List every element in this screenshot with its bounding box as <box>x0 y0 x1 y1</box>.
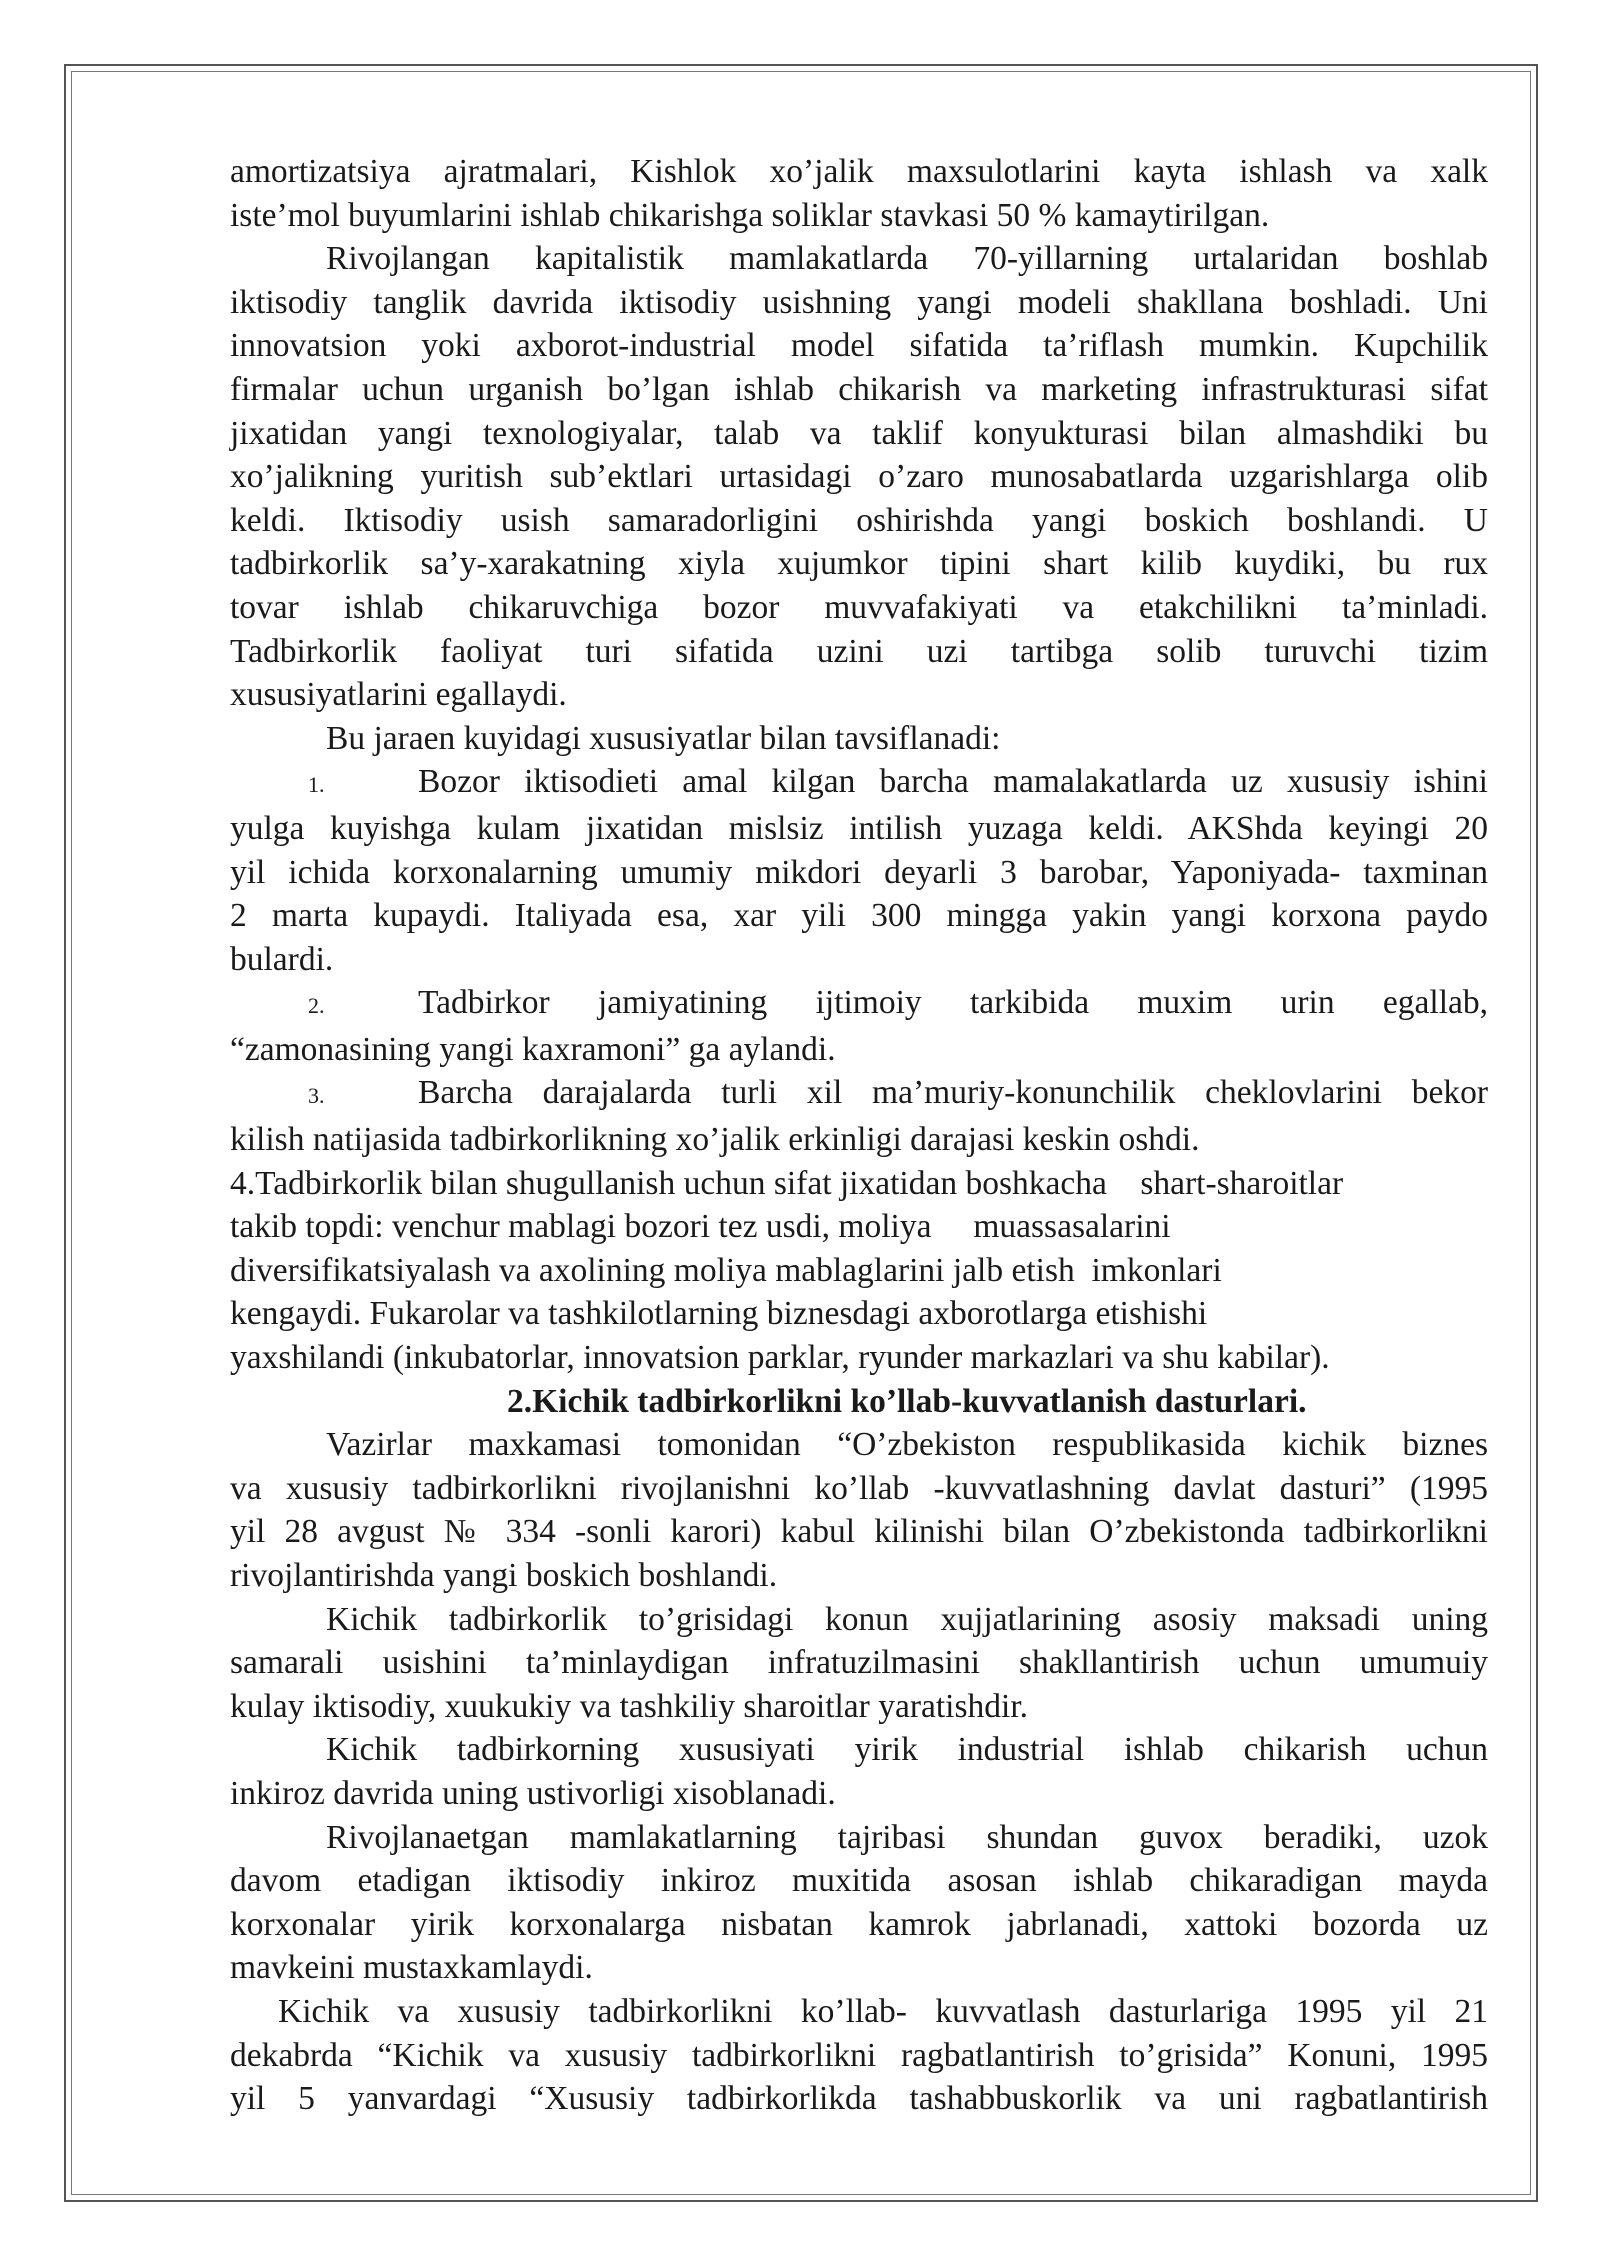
text-line: Bozor iktisodieti amal kilgan barcha mamalakatlarda uz xususiy ishini <box>418 763 1488 801</box>
text-line: firmalar uchun urganish bo’lgan ishlab chikarish va marketing infrastrukturasi sifat <box>230 370 1488 408</box>
text-line: davom etadigan iktisodiy inkiroz muxitida asosan ishlab chikaradigan mayda <box>230 1862 1488 1900</box>
text-line: Barcha darajalarda turli xil ma’muriy-konunchilik cheklovlarini bekor <box>418 1074 1488 1112</box>
text-line: yulga kuyishga kulam jixatidan mislsiz intilish yuzaga keldi. AKShda keyingi 20 <box>230 809 1488 847</box>
text-line: Kichik va xususiy tadbirkorlikni ko’llab- kuvvatlash dasturlariga 1995 yil 21 <box>278 1992 1488 2030</box>
text-line: tadbirkorlik sa’y-xarakatning xiyla xujumkor tipini shart kilib kuydiki, bu rux <box>230 545 1488 583</box>
text-line: xususiyatlarini egallaydi. <box>230 676 567 714</box>
text-line: “zamonasining yangi kaxramoni” ga aylandi. <box>230 1030 836 1068</box>
text-line: innovatsion yoki axborot-industrial model sifatida ta’riflash mumkin. Kupchilik <box>230 327 1488 365</box>
text-line: korxonalar yirik korxonalarga nisbatan kamrok jabrlanadi, xattoki bozorda uz <box>230 1905 1488 1943</box>
list-item <box>230 1071 1488 1118</box>
text-line: Kichik tadbirkorlik to’grisidagi konun xujjatlarining asosiy maksadi uning <box>326 1600 1488 1638</box>
text-line: samarali usishini ta’minlaydigan infratuzilmasini shakllantirish uchun umumuiy <box>230 1644 1488 1682</box>
text-line: inkiroz davrida uning ustivorligi xisoblanadi. <box>230 1774 836 1812</box>
list-number: 2. <box>308 993 325 1019</box>
text-line: kilish natijasida tadbirkorlikning xo’jalik erkinligi darajasi keskin oshdi. <box>230 1121 1200 1159</box>
section-heading: 2.Kichik tadbirkorlikni ko’llab-kuvvatlanish dasturlari. <box>507 1382 1307 1420</box>
text-line: kulay iktisodiy, xuukukiy va tashkiliy sharoitlar yaratishdir. <box>230 1687 1028 1725</box>
text-line: Bu jaraen kuyidagi xususiyatlar bilan tavsiflanadi: <box>326 719 1001 757</box>
text-line: bulardi. <box>230 940 334 978</box>
list-number: 1. <box>308 772 325 798</box>
text-line: mavkeini mustaxkamlaydi. <box>230 1949 593 1987</box>
text-line: xo’jalikning yuritish sub’ektlari urtasidagi o’zaro munosabatlarda uzgarishlarga olib <box>230 458 1488 496</box>
text-line: dekabrda “Kichik va xususiy tadbirkorlikni ragbatlantirish to’grisida” Konuni, 1995 <box>230 2036 1488 2074</box>
text-line: iktisodiy tanglik davrida iktisodiy usishning yangi modeli shakllana boshladi. Uni <box>230 283 1488 321</box>
text-line: rivojlantirishda yangi boskich boshlandi. <box>230 1557 778 1594</box>
list-number: 3. <box>308 1083 325 1109</box>
text-line: Kichik tadbirkorning xususiyati yirik industrial ishlab chikarish uchun <box>326 1731 1488 1769</box>
text-line: Vazirlar maxkamasi tomonidan “O’zbekiston respublikasida kichik biznes <box>326 1426 1488 1464</box>
text-line: yil 28 avgust № 334 -sonli karori) kabul kilinishi bilan O’zbekistonda tadbirkorlikni <box>230 1513 1488 1551</box>
text-line: jixatidan yangi texnologiyalar, talab va taklif konyukturasi bilan almashdiki bu <box>230 414 1488 452</box>
text-line: tovar ishlab chikaruvchiga bozor muvvafakiyati va etakchilikni ta’minladi. <box>230 588 1488 626</box>
text-line: yil 5 yanvardagi “Xususiy tadbirkorlikda tashabbuskorlik va uni ragbatlantirish <box>230 2080 1488 2118</box>
text-line: Rivojlangan kapitalistik mamlakatlarda 70-yillarning urtalaridan boshlab <box>326 240 1488 278</box>
list-item <box>230 981 1488 1028</box>
text-line: amortizatsiya ajratmalari, Kishlok xo’jalik maxsulotlarini kayta ishlash va xalk <box>230 153 1488 190</box>
text-line: 2 marta kupaydi. Italiyada esa, xar yili 300 mingga yakin yangi korxona paydo <box>230 897 1488 935</box>
text-line: Rivojlanaetgan mamlakatlarning tajribasi shundan guvox beradiki, uzok <box>326 1818 1488 1856</box>
text-line: diversifikatsiyalash va axolining moliya mablaglarini jalb etish imkonlari <box>230 1251 1222 1289</box>
document-body <box>230 150 1488 2121</box>
text-line: Tadbirkor jamiyatining ijtimoiy tarkibida muxim urin egallab, <box>418 984 1488 1022</box>
text-line: iste’mol buyumlarini ishlab chikarishga soliklar stavkasi 50 % kamaytirilgan. <box>230 196 1270 234</box>
text-line: takib topdi: venchur mablagi bozori tez usdi, moliya muassasalarini <box>230 1208 1171 1246</box>
text-line: 4.Tadbirkorlik bilan shugullanish uchun sifat jixatidan boshkacha shart-sharoitlar <box>230 1164 1344 1202</box>
text-line: yaxshilandi (inkubatorlar, innovatsion parklar, ryunder markazlari va shu kabilar). <box>230 1339 1330 1377</box>
list-item <box>230 760 1488 807</box>
text-line: Tadbirkorlik faoliyat turi sifatida uzini uzi tartibga solib turuvchi tizim <box>230 632 1488 670</box>
text-line: keldi. Iktisodiy usish samaradorligini oshirishda yangi boskich boshlandi. U <box>230 501 1488 539</box>
text-line: va xususiy tadbirkorlikni rivojlanishni ko’llab -kuvvatlashning davlat dasturi” (1995 <box>230 1469 1488 1507</box>
text-line: yil ichida korxonalarning umumiy mikdori deyarli 3 barobar, Yaponiyada- taxminan <box>230 853 1488 891</box>
text-line: kengaydi. Fukarolar va tashkilotlarning biznesdagi axborotlarga etishishi <box>230 1295 1208 1333</box>
